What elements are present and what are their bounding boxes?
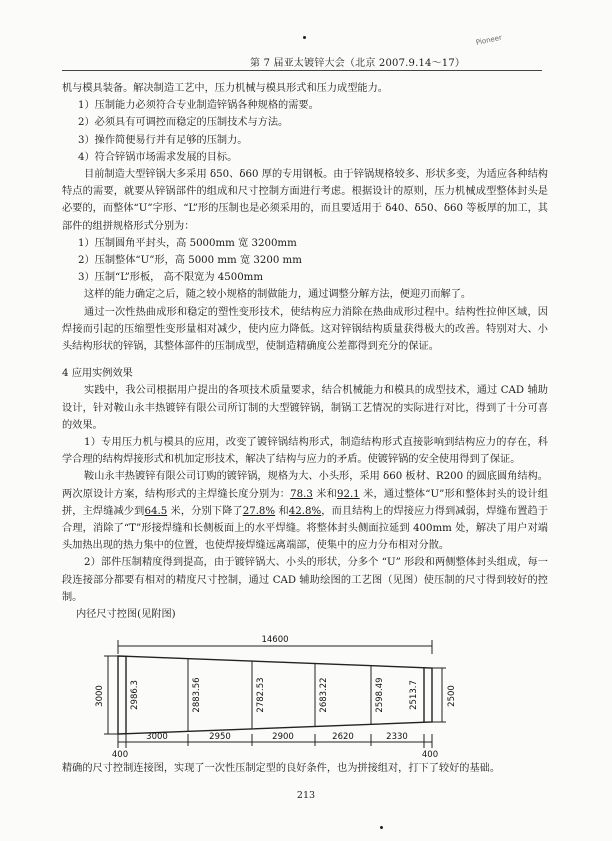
paragraph: 目前制造大型锌锅大多采用 δ50、δ60 厚的专用钢板。由于锌锅规格较多、形状多变，为适应各种结构特点的需要，就要从锌锅部件的组成和尺寸控制方面进行考虑。根据设计的原则，压力机械成型整体封头是必要的，而整体“U”字形、“L”形的压制也是必须采用的，而且要适用于 δ40、δ50、δ60 等板厚的加工，其部件的组拼规格形式分别为： [62, 169, 548, 232]
underlined-value: 92.1 [336, 488, 360, 500]
list-item: 3）操作简便易行并有足够的压制力。 [78, 134, 248, 146]
paragraph: 机与模具装备。解决制造工艺中，压力机械与模具形式和压力成型能力。 [62, 83, 388, 94]
scan-speck [303, 36, 306, 39]
section-heading: 4 应用实例效果 [62, 368, 133, 380]
left-height-label: 3000 [95, 685, 105, 707]
scan-speck [380, 826, 383, 829]
underlined-value: 27.8% [242, 505, 276, 517]
section-height-label: 2782.53 [256, 677, 266, 713]
underlined-value: 42.8% [288, 505, 322, 517]
paragraph [62, 468, 548, 554]
spec-item: 2）压制整体“U”形，高 5000 mm 宽 3200 mm [78, 255, 302, 267]
underlined-value: 64.5 [144, 505, 168, 517]
overall-length-label: 14600 [261, 635, 289, 645]
paragraph: 2）部件压制精度得到提高，由于镀锌锅大、小头的形状，分多个 “U” 形段和两侧整体封头组成，每一段连接部分都要有相对的精度尺寸控制，通过 CAD 辅助绘图的工艺图（见图）使压制的尺寸得到较好的控制。 [62, 557, 548, 603]
section-height-label: 2513.7 [409, 680, 419, 710]
header-rule [62, 70, 542, 71]
list-item: 4）符合锌锅市场需求发展的目标。 [78, 151, 238, 163]
list-item: 2）必须具有可调控而稳定的压制技术与方法。 [78, 117, 289, 129]
paragraph-after-figure: 精确的尺寸控制连接图，实现了一次性压制定型的良好条件，也为拼接组对，打下了较好的基础。 [62, 763, 501, 774]
end-offset-label: 400 [111, 750, 129, 760]
text-run: 米和 [312, 488, 337, 500]
spec-item: 3）压制“L”形板， 高不限宽为 4500mm [78, 272, 264, 284]
segment-length-label: 2620 [332, 732, 354, 742]
text-run: 鞍山永丰热镀锌有限公司订购的镀锌锅，规格为大、小头形，采用 δ60 板材、R200 的圆底圆角结构。两次原设计方案，结构形式的主焊缝长度分别为： [62, 471, 548, 500]
dimension-drawing [90, 630, 480, 762]
segment-length-label: 3000 [146, 732, 168, 742]
figure-title: 内径尺寸控图(见附图) [76, 609, 176, 621]
section-height-label: 2883.56 [192, 677, 202, 713]
paragraph: 这样的能力确定之后，随之较小规格的制做能力，通过调整分解方法，便迎刃而解了。 [84, 289, 472, 301]
paragraph: 通过一次性热曲成形和稳定的塑性变形技术，使结构应力消除在热曲成形过程中。结构性拉伸区域，因焊接而引起的压缩塑性变形量相对减少，使内应力降低。这对锌锅结构质量获得极大的改善。特别对大、小头结构形状的锌锅，其整体部件的压制成型，使制造精确度公差都得到充分的保证。 [62, 306, 548, 353]
right-height-label: 2500 [447, 685, 457, 707]
page-number: 213 [296, 790, 316, 801]
text-run: 米，分别下降了 [167, 505, 243, 517]
segment-length-label: 2330 [386, 732, 408, 742]
text-run: 米，通过整体“U”形和整体封头的设计组拼，主焊缝减少到 [62, 488, 548, 517]
end-offset-label: 400 [421, 750, 439, 760]
paragraph: 实践中，我公司根据用户提出的各项技术质量要求，结合机械能力和模具的成型技术，通过 CAD 辅助设计，针对鞍山永丰热镀锌有限公司所订制的大型镀锌锅，制锅工艺情况的实际进行对比，得到了十分可喜的效果。 [62, 385, 548, 431]
running-header: 第 7 届亚太镀锌大会（北京 2007.9.14～17） [250, 58, 466, 69]
text-run: 和 [275, 505, 289, 517]
paragraph: 1）专用压力机与模具的应用，改变了镀锌锅结构形式，制造结构形式直接影响到结构应力的存在，科学合理的结构焊接形式和机加定形技术，解决了结构与应力的矛盾。使镀锌锅的安全使用得到了保证。 [62, 437, 548, 466]
text-run: ，而且结构上的焊接应力得到减弱，焊缝布置趋于合理，消除了“T”形接焊缝和长侧板面上的水平焊缝。将整体封头侧面拉延到 400mm 处，解决了用户对端头加热出现的热力集中的位置，也使焊接焊缝远离端部，使集中的应力分布相对分散。 [62, 505, 549, 552]
segment-length-label: 2950 [209, 732, 231, 742]
list-item: 1）压制能力必须符合专业制造锌锅各种规格的需要。 [78, 100, 319, 112]
body-text [62, 80, 548, 623]
section-height-label: 2986.3 [130, 680, 140, 710]
underlined-value: 78.3 [290, 488, 313, 500]
segment-length-label: 2900 [272, 732, 294, 742]
stamp-text: Pioneer [475, 33, 503, 47]
section-height-label: 2683.22 [319, 677, 329, 713]
dimension-drawing-svg [90, 630, 480, 762]
spec-item: 1）压制圆角平封头，高 5000mm 宽 3200mm [78, 237, 297, 249]
section-height-label: 2598.49 [375, 677, 385, 713]
